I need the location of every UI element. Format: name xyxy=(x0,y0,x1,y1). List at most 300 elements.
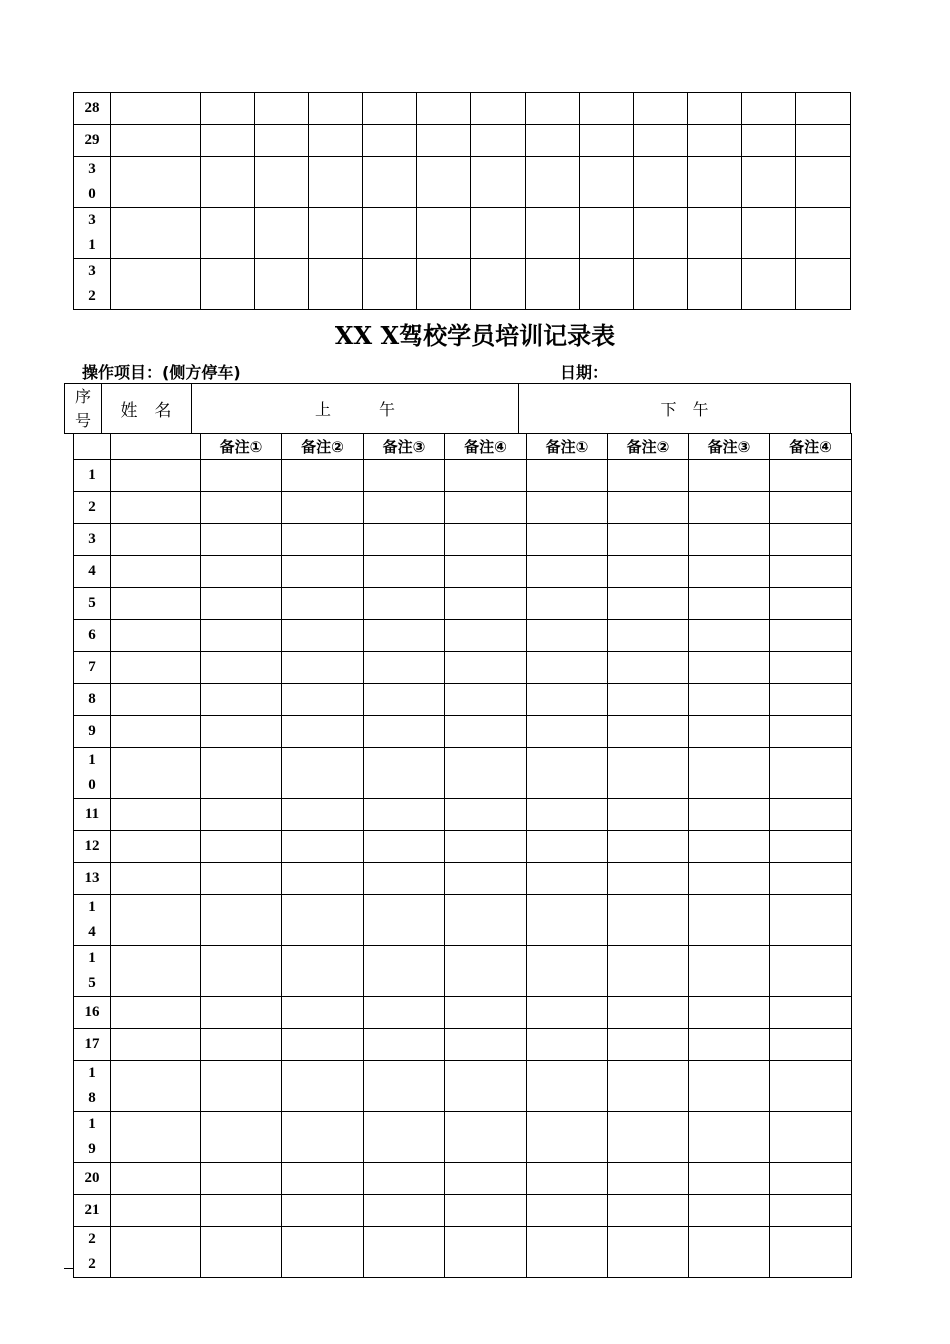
record-cell[interactable] xyxy=(527,1029,608,1061)
record-cell[interactable] xyxy=(633,157,687,208)
record-cell[interactable] xyxy=(527,946,608,997)
record-cell[interactable] xyxy=(770,652,852,684)
record-cell[interactable] xyxy=(608,748,689,799)
record-cell[interactable] xyxy=(201,1195,282,1227)
record-cell[interactable] xyxy=(417,125,471,157)
row-number: 1 0 xyxy=(74,748,111,799)
record-cell[interactable] xyxy=(608,831,689,863)
record-cell[interactable] xyxy=(633,208,687,259)
record-cell[interactable] xyxy=(309,93,363,125)
record-cell[interactable] xyxy=(608,895,689,946)
remark-header: 备注① xyxy=(527,434,608,460)
record-cell[interactable] xyxy=(201,997,282,1029)
table-row xyxy=(74,620,852,652)
record-cell[interactable] xyxy=(741,208,795,259)
record-cell[interactable] xyxy=(608,716,689,748)
record-cell[interactable] xyxy=(445,748,527,799)
record-cell[interactable] xyxy=(527,1195,608,1227)
record-cell[interactable] xyxy=(770,748,852,799)
record-cell[interactable] xyxy=(689,716,770,748)
record-cell[interactable] xyxy=(608,556,689,588)
record-cell[interactable] xyxy=(255,157,309,208)
record-cell[interactable] xyxy=(770,863,852,895)
record-cell[interactable] xyxy=(364,620,445,652)
record-cell[interactable] xyxy=(201,684,282,716)
row-number: 6 xyxy=(74,620,111,652)
record-cell[interactable] xyxy=(689,946,770,997)
record-cell[interactable] xyxy=(201,799,282,831)
record-cell[interactable] xyxy=(201,831,282,863)
record-cell[interactable] xyxy=(689,895,770,946)
name-cell[interactable] xyxy=(111,799,201,831)
record-cell[interactable] xyxy=(201,460,282,492)
table-row xyxy=(74,652,852,684)
table-row xyxy=(74,1112,852,1163)
name-cell[interactable] xyxy=(111,93,201,125)
table-row xyxy=(74,556,852,588)
record-cell[interactable] xyxy=(363,93,417,125)
name-cell[interactable] xyxy=(111,1163,201,1195)
record-cell[interactable] xyxy=(201,748,282,799)
record-cell[interactable] xyxy=(201,620,282,652)
record-cell[interactable] xyxy=(525,259,579,310)
record-cell[interactable] xyxy=(689,588,770,620)
record-cell[interactable] xyxy=(527,588,608,620)
record-cell[interactable] xyxy=(445,997,527,1029)
record-cell[interactable] xyxy=(770,460,852,492)
record-cell[interactable] xyxy=(282,1112,364,1163)
record-cell[interactable] xyxy=(364,460,445,492)
record-cell[interactable] xyxy=(795,125,850,157)
record-cell[interactable] xyxy=(770,556,852,588)
record-cell[interactable] xyxy=(608,492,689,524)
record-cell[interactable] xyxy=(282,652,364,684)
remark-header: 备注② xyxy=(282,434,364,460)
record-cell[interactable] xyxy=(201,1029,282,1061)
name-cell[interactable] xyxy=(111,1061,201,1112)
record-cell[interactable] xyxy=(282,460,364,492)
record-cell[interactable] xyxy=(417,93,471,125)
record-cell[interactable] xyxy=(364,588,445,620)
record-cell[interactable] xyxy=(201,1227,282,1278)
record-cell[interactable] xyxy=(527,748,608,799)
record-cell[interactable] xyxy=(282,716,364,748)
record-cell[interactable] xyxy=(445,1112,527,1163)
record-cell[interactable] xyxy=(201,588,282,620)
record-cell[interactable] xyxy=(445,716,527,748)
record-cell[interactable] xyxy=(770,620,852,652)
record-cell[interactable] xyxy=(445,799,527,831)
record-cell[interactable] xyxy=(689,524,770,556)
record-cell[interactable] xyxy=(201,556,282,588)
record-cell[interactable] xyxy=(364,831,445,863)
record-cell[interactable] xyxy=(201,259,255,310)
record-cell[interactable] xyxy=(527,460,608,492)
record-cell[interactable] xyxy=(687,259,741,310)
record-cell[interactable] xyxy=(282,748,364,799)
record-cell[interactable] xyxy=(282,1029,364,1061)
record-cell[interactable] xyxy=(364,799,445,831)
record-cell[interactable] xyxy=(527,524,608,556)
record-cell[interactable] xyxy=(364,492,445,524)
previous-page-table xyxy=(73,92,851,310)
record-cell[interactable] xyxy=(282,946,364,997)
record-cell[interactable] xyxy=(770,588,852,620)
record-cell[interactable] xyxy=(282,799,364,831)
record-cell[interactable] xyxy=(309,259,363,310)
table-row xyxy=(74,863,852,895)
record-cell[interactable] xyxy=(364,1061,445,1112)
record-cell[interactable] xyxy=(364,895,445,946)
record-cell[interactable] xyxy=(282,1061,364,1112)
record-cell[interactable] xyxy=(525,93,579,125)
row-number: 1 8 xyxy=(74,1061,111,1112)
name-cell[interactable] xyxy=(111,157,201,208)
record-cell[interactable] xyxy=(608,460,689,492)
record-cell[interactable] xyxy=(770,946,852,997)
table-row xyxy=(74,684,852,716)
record-cell[interactable] xyxy=(795,208,850,259)
table-row xyxy=(74,716,852,748)
record-cell[interactable] xyxy=(445,524,527,556)
name-cell[interactable] xyxy=(111,946,201,997)
record-cell[interactable] xyxy=(689,1163,770,1195)
record-cell[interactable] xyxy=(201,946,282,997)
record-cell[interactable] xyxy=(608,1163,689,1195)
record-cell[interactable] xyxy=(201,652,282,684)
table-row xyxy=(74,799,852,831)
record-cell[interactable] xyxy=(687,93,741,125)
afternoon-header: 下 午 xyxy=(660,400,709,419)
name-cell[interactable] xyxy=(111,460,201,492)
record-cell[interactable] xyxy=(201,125,255,157)
record-cell[interactable] xyxy=(795,93,850,125)
row-number: 3 2 xyxy=(74,259,111,310)
record-cell[interactable] xyxy=(417,259,471,310)
record-cell[interactable] xyxy=(579,93,633,125)
record-cell[interactable] xyxy=(795,157,850,208)
record-cell[interactable] xyxy=(363,157,417,208)
record-cell[interactable] xyxy=(770,1061,852,1112)
record-cell[interactable] xyxy=(608,997,689,1029)
name-cell[interactable] xyxy=(111,1227,201,1278)
row-number: 2 xyxy=(74,492,111,524)
record-cell[interactable] xyxy=(770,1112,852,1163)
record-cell[interactable] xyxy=(364,716,445,748)
record-cell[interactable] xyxy=(201,208,255,259)
record-cell[interactable] xyxy=(689,863,770,895)
record-cell[interactable] xyxy=(687,125,741,157)
table-row xyxy=(74,946,852,997)
record-cell[interactable] xyxy=(527,997,608,1029)
record-cell[interactable] xyxy=(579,259,633,310)
name-cell[interactable] xyxy=(111,748,201,799)
record-cell[interactable] xyxy=(770,799,852,831)
record-cell[interactable] xyxy=(741,157,795,208)
row-number: 4 xyxy=(74,556,111,588)
table-row xyxy=(74,1163,852,1195)
record-cell[interactable] xyxy=(282,684,364,716)
record-cell[interactable] xyxy=(689,1061,770,1112)
record-cell[interactable] xyxy=(689,1112,770,1163)
record-cell[interactable] xyxy=(689,1227,770,1278)
record-cell[interactable] xyxy=(471,125,525,157)
record-cell[interactable] xyxy=(445,1061,527,1112)
remark-header: 备注① xyxy=(201,434,282,460)
record-cell[interactable] xyxy=(689,1029,770,1061)
record-cell[interactable] xyxy=(471,259,525,310)
record-cell[interactable] xyxy=(282,524,364,556)
record-cell[interactable] xyxy=(364,1227,445,1278)
record-cell[interactable] xyxy=(364,556,445,588)
record-cell[interactable] xyxy=(525,157,579,208)
record-cell[interactable] xyxy=(364,946,445,997)
record-cell[interactable] xyxy=(687,157,741,208)
table-row xyxy=(74,1029,852,1061)
record-cell[interactable] xyxy=(687,208,741,259)
record-cell[interactable] xyxy=(282,997,364,1029)
name-cell[interactable] xyxy=(111,652,201,684)
record-cell[interactable] xyxy=(445,863,527,895)
record-cell[interactable] xyxy=(309,125,363,157)
record-cell[interactable] xyxy=(608,1061,689,1112)
record-cell[interactable] xyxy=(282,1195,364,1227)
record-cell[interactable] xyxy=(282,588,364,620)
record-cell[interactable] xyxy=(608,1029,689,1061)
record-cell[interactable] xyxy=(770,997,852,1029)
record-cell[interactable] xyxy=(255,93,309,125)
record-cell[interactable] xyxy=(417,157,471,208)
record-cell[interactable] xyxy=(309,208,363,259)
record-cell[interactable] xyxy=(608,946,689,997)
record-cell[interactable] xyxy=(255,208,309,259)
record-cell[interactable] xyxy=(527,652,608,684)
record-cell[interactable] xyxy=(579,208,633,259)
record-cell[interactable] xyxy=(364,1163,445,1195)
date-label: 日期： xyxy=(560,363,609,382)
record-cell[interactable] xyxy=(770,831,852,863)
record-cell[interactable] xyxy=(689,748,770,799)
name-cell[interactable] xyxy=(111,620,201,652)
record-cell[interactable] xyxy=(255,259,309,310)
record-cell[interactable] xyxy=(364,748,445,799)
record-cell[interactable] xyxy=(364,684,445,716)
record-cell[interactable] xyxy=(201,716,282,748)
table-row xyxy=(74,895,852,946)
record-cell[interactable] xyxy=(445,1163,527,1195)
record-cell[interactable] xyxy=(364,863,445,895)
record-cell[interactable] xyxy=(689,492,770,524)
record-cell[interactable] xyxy=(471,93,525,125)
name-cell[interactable] xyxy=(111,125,201,157)
record-cell[interactable] xyxy=(364,1112,445,1163)
record-cell[interactable] xyxy=(608,863,689,895)
record-cell[interactable] xyxy=(608,1195,689,1227)
name-cell[interactable] xyxy=(111,492,201,524)
record-cell[interactable] xyxy=(527,492,608,524)
name-cell[interactable] xyxy=(111,259,201,310)
record-cell[interactable] xyxy=(363,125,417,157)
record-cell[interactable] xyxy=(770,1227,852,1278)
name-cell[interactable] xyxy=(111,863,201,895)
record-cell[interactable] xyxy=(608,1112,689,1163)
record-cell[interactable] xyxy=(445,946,527,997)
record-cell[interactable] xyxy=(741,125,795,157)
name-cell[interactable] xyxy=(111,208,201,259)
row-number: 1 5 xyxy=(74,946,111,997)
record-cell[interactable] xyxy=(689,831,770,863)
record-cell[interactable] xyxy=(282,492,364,524)
row-number: 7 xyxy=(74,652,111,684)
row-number: 2 2 xyxy=(74,1227,111,1278)
record-cell[interactable] xyxy=(527,1163,608,1195)
record-cell[interactable] xyxy=(471,208,525,259)
record-cell[interactable] xyxy=(201,1112,282,1163)
record-cell[interactable] xyxy=(608,588,689,620)
record-cell[interactable] xyxy=(445,1029,527,1061)
record-cell[interactable] xyxy=(608,799,689,831)
record-cell[interactable] xyxy=(527,684,608,716)
record-cell[interactable] xyxy=(201,524,282,556)
record-cell[interactable] xyxy=(445,620,527,652)
remark-header: 备注③ xyxy=(364,434,445,460)
record-cell[interactable] xyxy=(445,831,527,863)
record-cell[interactable] xyxy=(770,1029,852,1061)
record-cell[interactable] xyxy=(527,831,608,863)
table-row xyxy=(74,831,852,863)
record-cell[interactable] xyxy=(201,863,282,895)
name-cell[interactable] xyxy=(111,895,201,946)
name-cell[interactable] xyxy=(111,684,201,716)
record-cell[interactable] xyxy=(689,556,770,588)
record-cell[interactable] xyxy=(445,1227,527,1278)
row-number: 29 xyxy=(74,125,111,157)
table-row xyxy=(74,259,851,310)
record-cell[interactable] xyxy=(282,831,364,863)
record-cell[interactable] xyxy=(579,157,633,208)
record-cell[interactable] xyxy=(309,157,363,208)
record-cell[interactable] xyxy=(527,620,608,652)
record-cell[interactable] xyxy=(527,1112,608,1163)
record-cell[interactable] xyxy=(201,1163,282,1195)
record-cell[interactable] xyxy=(689,652,770,684)
record-cell[interactable] xyxy=(689,460,770,492)
table-row xyxy=(74,748,852,799)
record-cell[interactable] xyxy=(445,588,527,620)
record-cell[interactable] xyxy=(201,93,255,125)
name-cell[interactable] xyxy=(111,716,201,748)
record-cell[interactable] xyxy=(363,259,417,310)
record-cell[interactable] xyxy=(741,259,795,310)
record-cell[interactable] xyxy=(445,556,527,588)
record-cell[interactable] xyxy=(445,895,527,946)
record-cell[interactable] xyxy=(689,799,770,831)
record-cell[interactable] xyxy=(417,208,471,259)
name-cell[interactable] xyxy=(111,1029,201,1061)
name-cell[interactable] xyxy=(111,1112,201,1163)
record-cell[interactable] xyxy=(201,157,255,208)
name-cell[interactable] xyxy=(111,588,201,620)
name-cell[interactable] xyxy=(111,831,201,863)
record-cell[interactable] xyxy=(527,799,608,831)
record-cell[interactable] xyxy=(201,492,282,524)
record-cell[interactable] xyxy=(364,652,445,684)
record-cell[interactable] xyxy=(689,1195,770,1227)
record-cell[interactable] xyxy=(770,524,852,556)
record-cell[interactable] xyxy=(633,259,687,310)
record-cell[interactable] xyxy=(608,684,689,716)
record-cell[interactable] xyxy=(741,93,795,125)
record-cell[interactable] xyxy=(282,895,364,946)
record-cell[interactable] xyxy=(525,125,579,157)
record-cell[interactable] xyxy=(527,556,608,588)
record-cell[interactable] xyxy=(608,1227,689,1278)
record-cell[interactable] xyxy=(364,1195,445,1227)
record-cell[interactable] xyxy=(633,93,687,125)
record-cell[interactable] xyxy=(770,1195,852,1227)
record-cell[interactable] xyxy=(770,716,852,748)
name-cell[interactable] xyxy=(111,524,201,556)
record-cell[interactable] xyxy=(201,895,282,946)
record-cell[interactable] xyxy=(770,684,852,716)
record-cell[interactable] xyxy=(282,620,364,652)
record-cell[interactable] xyxy=(282,1163,364,1195)
record-cell[interactable] xyxy=(527,1061,608,1112)
record-cell[interactable] xyxy=(445,1195,527,1227)
record-cell[interactable] xyxy=(255,125,309,157)
record-cell[interactable] xyxy=(445,492,527,524)
record-cell[interactable] xyxy=(608,620,689,652)
record-cell[interactable] xyxy=(579,125,633,157)
record-cell[interactable] xyxy=(689,684,770,716)
record-cell[interactable] xyxy=(445,460,527,492)
record-cell[interactable] xyxy=(633,125,687,157)
record-cell[interactable] xyxy=(608,652,689,684)
name-cell[interactable] xyxy=(111,1195,201,1227)
record-cell[interactable] xyxy=(282,1227,364,1278)
record-cell[interactable] xyxy=(527,1227,608,1278)
record-cell[interactable] xyxy=(364,1029,445,1061)
record-cell[interactable] xyxy=(527,863,608,895)
row-number: 1 9 xyxy=(74,1112,111,1163)
record-cell[interactable] xyxy=(608,524,689,556)
name-cell[interactable] xyxy=(111,997,201,1029)
record-cell[interactable] xyxy=(364,997,445,1029)
record-cell[interactable] xyxy=(364,524,445,556)
name-cell[interactable] xyxy=(111,556,201,588)
record-cell[interactable] xyxy=(282,863,364,895)
record-cell[interactable] xyxy=(689,997,770,1029)
row-number: 8 xyxy=(74,684,111,716)
record-cell[interactable] xyxy=(471,157,525,208)
record-cell[interactable] xyxy=(201,1061,282,1112)
row-number: 13 xyxy=(74,863,111,895)
table-row xyxy=(74,1195,852,1227)
record-cell[interactable] xyxy=(527,716,608,748)
record-cell[interactable] xyxy=(770,492,852,524)
project-label: 操作项目：(侧方停车) xyxy=(82,363,241,382)
record-cell[interactable] xyxy=(445,652,527,684)
record-cell[interactable] xyxy=(282,556,364,588)
record-cell[interactable] xyxy=(525,208,579,259)
record-cell[interactable] xyxy=(689,620,770,652)
record-cell[interactable] xyxy=(770,895,852,946)
record-cell[interactable] xyxy=(770,1163,852,1195)
record-cell[interactable] xyxy=(445,684,527,716)
record-cell[interactable] xyxy=(363,208,417,259)
record-cell[interactable] xyxy=(527,895,608,946)
record-cell[interactable] xyxy=(795,259,850,310)
